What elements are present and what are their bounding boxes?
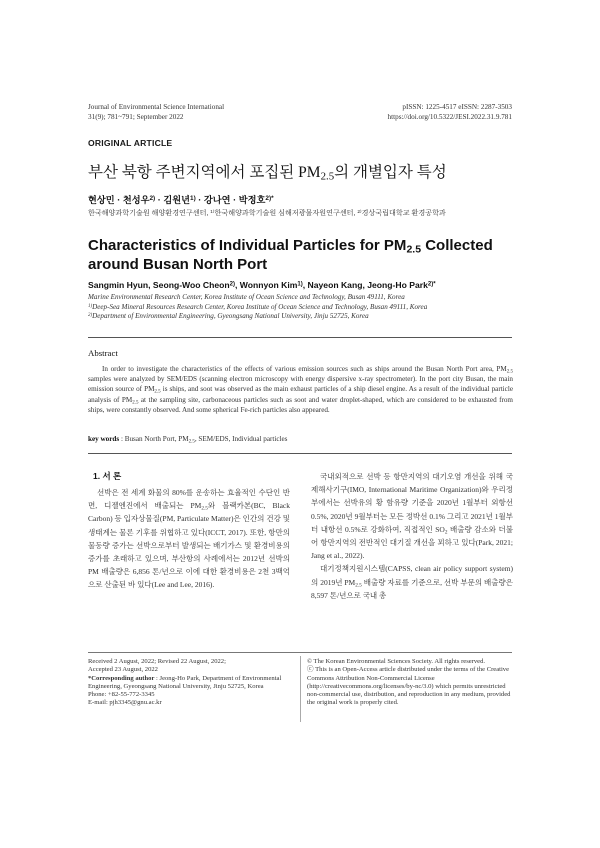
paragraph: 선박은 전 세계 화물의 80%를 운송하는 효율적인 수단인 반면, 디젤엔진에서 배출되는 $PM_{2.5}$와 블랙카본(BC, Black Carbon) 등 입자상물질(PM, Particulate Matter)은 인간의 건강 및 생태계는 물론 기후를 위협하고 있다(ICCT, 2017). 또한, 항만의 물동량 증가는 선박으로부터 발생되는 배기가스 및 환경비용의 증가를 초래하고 있으며, 부산항의 사례에서는 2012년 선박의 PM 배출량은 6,856 톤/년으로 이에 대한 환경비용은 2천 3백억으로 산출된 바 있다(Lee and Lee, 2016). [88, 488, 290, 590]
divider [88, 337, 512, 338]
journal-header [88, 103, 224, 122]
korean-affiliations: 한국해양과학기술원 해양환경연구센터, ¹⁾한국해양과학기술원 심해저광물자원연구센터, ²⁾경상국립대학교 환경공학과 [88, 209, 446, 217]
intro-left-column [88, 486, 290, 592]
issn-text: pISSN: 1225-4517 eISSN: 2287-3503 [402, 103, 512, 111]
paragraph: 대기정책지원시스템(CAPSS, clean air policy support system)의 2019년 $PM_{2.5}$ 배출량 자료를 기준으로, 선박 부문의 배출량은 8,597 톤/년으로 국내 총 [311, 564, 513, 600]
abstract-heading: Abstract [88, 348, 118, 358]
author-name: 박정호 [238, 195, 266, 205]
english-title: Characteristics of Individual Particles for $PM_{2.5}$ Collected around Busan North Port [88, 237, 493, 273]
english-affiliations [88, 293, 548, 322]
author-name: 김원년 [163, 195, 190, 205]
footer-rule [88, 652, 512, 653]
keywords-label: key words [88, 435, 120, 443]
author-name: 강나연 [203, 195, 231, 205]
article-type: ORIGINAL ARTICLE [88, 138, 173, 148]
copyright-notice: © The Korean Environmental Sciences Society. All rights reserved. ⓒ This is an Open-Access article distributed under the terms of the Creative Commons Attribution Non-Commercial License (http://creativecommons.org/licenses/by-nc/3.0) which permits unrestricted non-commercial use, distribution, and reproduction in any medium, provided the original work is properly cited. [307, 658, 513, 708]
author-name: 천성우 [122, 195, 150, 205]
author-name: 현상민 [88, 195, 115, 205]
intro-right-column [311, 470, 513, 602]
license-text: ⓒ This is an Open-Access article distributed under the terms of the Creative Commons Attribution Non-Commercial License (http://creativecommons.org/licenses/by-nc/3.0) which permits unrestricted non-commercial use, distribution, and reproduction in any medium, provided the original work is properly cited. [307, 666, 511, 707]
journal-identifiers [388, 103, 512, 122]
affiliation-line: Marine Environmental Research Center, Korea Institute of Ocean Science and Technology, Busan 49111, Korea [88, 293, 405, 301]
journal-name: Journal of Environmental Science International [88, 103, 225, 111]
english-authors: Sangmin Hyun, Seong-Woo Cheon$^{2)}$, Wonnyon Kim$^{1)}$, Nayeon Kang, Jeong-Ho Park$^{2)*}$ [88, 280, 436, 290]
affiliation-line: $^{2)}$Department of Environmental Engineering, Gyeongsang National University, Jinju 52725, Korea [88, 312, 369, 321]
keywords: key words : Busan North Port, $PM_{2.5}$, SEM/EDS, Individual particles [88, 435, 288, 445]
footer-divider [300, 656, 301, 722]
section-heading-introduction: 1. 서 론 [93, 471, 122, 481]
corresponding-email[interactable]: E-mail: pjh3345@gnu.ac.kr [88, 699, 162, 707]
affiliation-line: $^{1)}$Deep-Sea Mineral Resources Research Center, Korea Institute of Ocean Science and Technology, Busan 49111, Korea [88, 302, 428, 311]
journal-issue: 31(9); 781~791; September 2022 [88, 112, 184, 121]
divider [88, 453, 512, 454]
korean-authors: 현상민 · 천성우$^{2)}$ · 김원년$^{1)}$ · 강나연 · 박정호$^{2)*}$ [88, 195, 274, 205]
korean-title: 부산 북항 주변지역에서 포집된 $PM_{2.5}$의 개별입자 특성 [88, 164, 447, 183]
doi-link[interactable]: https://doi.org/10.5322/JESI.2022.31.9.781 [387, 112, 512, 121]
abstract-text: In order to investigate the characteristics of the effects of various emission sources such as ships around the Busan North Port area, $PM_{2.5}$ samples were analyzed by SEM/EDS (scanning electron microscopy with energy dispersive x-ray spectrometer). In the port city Busan, the main emission source of $PM_{2.5}$ is ships, and soot was observed as the main exhaust particles of a ship diesel engine. As a result of the individual particle analysis of $PM_{2.5}$ at the sampling site, carbonaceous particles such as soot and water droplet-shaped, which are considered to be exhausted from ships, were constantly observed. And some spherical Fe-rich particles also appeared. [88, 365, 513, 414]
paragraph: 국내외적으로 선박 등 항만지역의 대기오염 개선을 위해 국제해사기구(IMO, International Maritime Organization)와 우리정부에서는 선박유의 황 함유량 기준을 2020년 1월부터 외항선 0.5%, 2020년 9월부터는 모든 정박선 0.1% 그리고 2021년 1월부터 내항선 0.5%로 강화하여, 직접적인 $SO_2$ 배출량 감소와 더불어 항만지역의 전반적인 대기질 개선을 꾀하고 있다(Park, 2021; Jang et al., 2022). [311, 472, 513, 561]
article-history: Received 2 August, 2022; Revised 22 August, 2022; Accepted 23 August, 2022 *Corresponding author : Jeong-Ho Park, Department of Environmental Engineering, Gyeongsang National University, Jinju 52725, Korea Phone: +82-55-772-3345 E-mail: pjh3345@gnu.ac.kr [88, 658, 288, 708]
